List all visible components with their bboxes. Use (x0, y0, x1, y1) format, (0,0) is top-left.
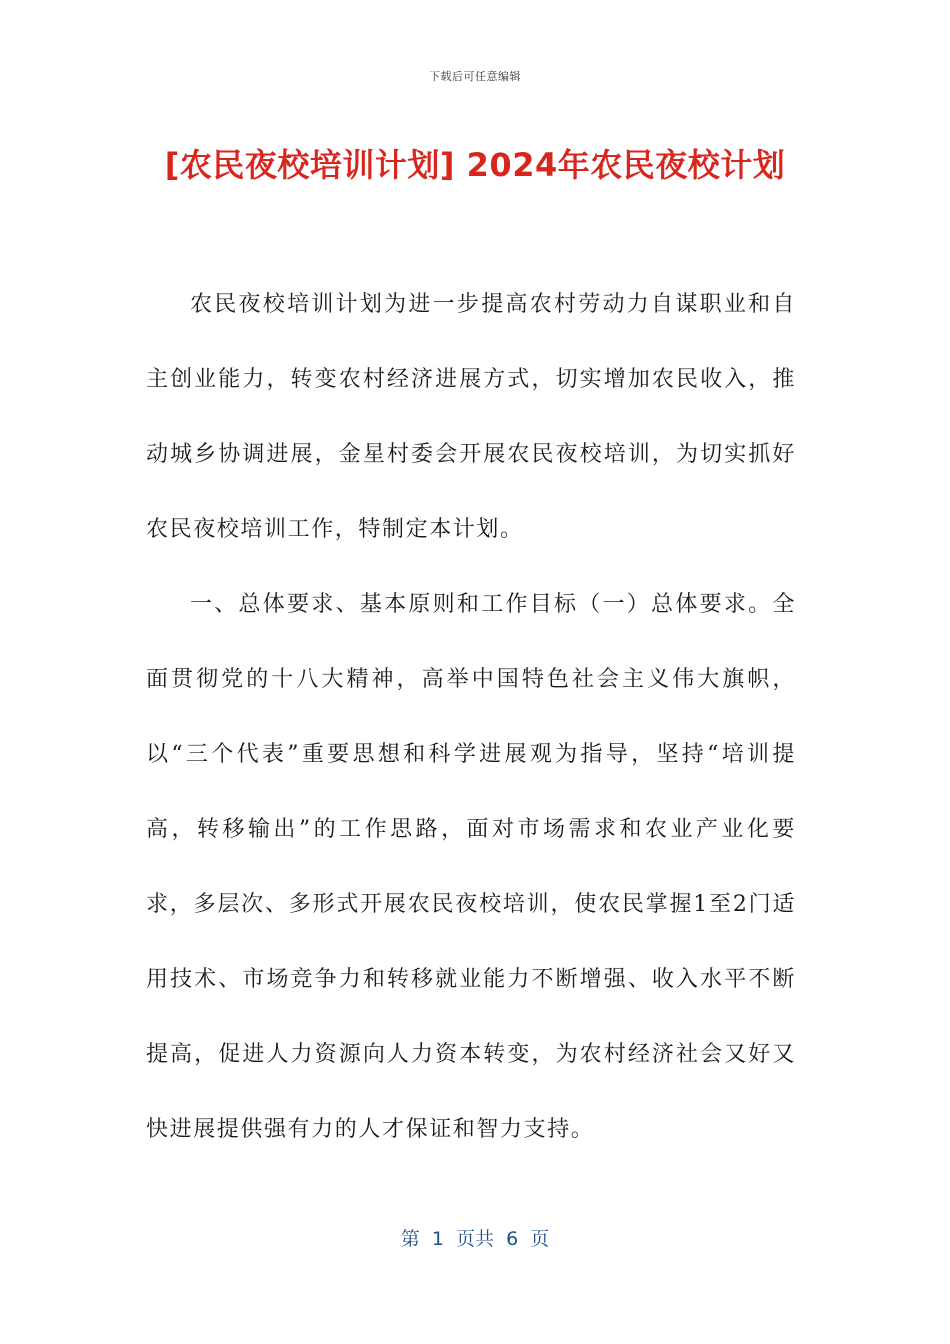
page-number-footer: 第 1 页共 6 页 (400, 1228, 550, 1250)
paragraph-intro: 农民夜校培训计划为进一步提高农村劳动力自谋职业和自主创业能力，转变农村经济进展方式，切实增加农民收入，推动城乡协调进展，金星村委会开展农民夜校培训，为切实抓好农民夜校培训工作，特制定本计划。 (146, 292, 796, 542)
document-body (146, 267, 796, 1167)
header-note: 下载后可任意编辑 (429, 70, 521, 83)
paragraph-general-requirements: 一、总体要求、基本原则和工作目标（一）总体要求。全面贯彻党的十八大精神，高举中国特色社会主义伟大旗帜，以“三个代表”重要思想和科学进展观为指导，坚持“培训提高，转移输出”的工作思路，面对市场需求和农业产业化要求，多层次、多形式开展农民夜校培训，使农民掌握1至2门适用技术、市场竞争力和转移就业能力不断增强、收入水平不断提高，促进人力资源向人力资本转变，为农村经济社会又好又快进展提供强有力的人才保证和智力支持。 (146, 592, 796, 1142)
document-title: [农民夜校培训计划] 2024年农民夜校计划 (164, 146, 786, 184)
